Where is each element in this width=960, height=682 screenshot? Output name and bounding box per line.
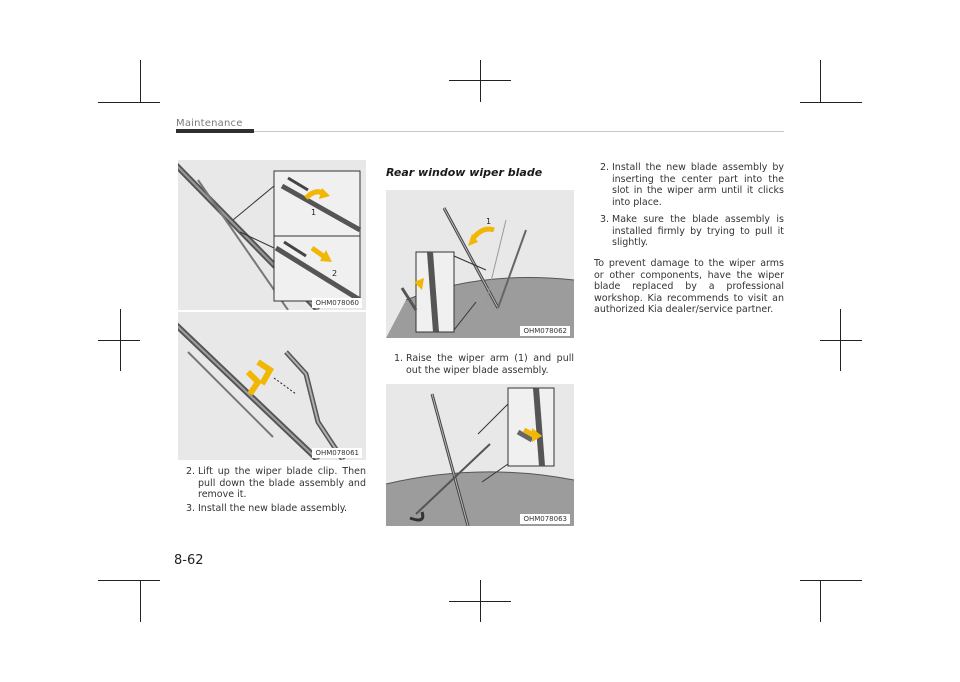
header-rule	[254, 131, 784, 132]
crop-mark-tc-h	[449, 80, 511, 81]
figure-rear-blade-install	[386, 384, 574, 526]
figure-code: OHM078063	[520, 514, 570, 524]
crop-mark-bc-h	[449, 601, 511, 602]
crop-mark-bl-h	[98, 580, 160, 581]
crop-mark-tl-h	[98, 102, 160, 103]
crop-mark-ml-h	[98, 340, 140, 341]
step-number: 3.	[600, 214, 610, 225]
step-text: Lift up the wiper blade clip. Then pull down the blade assembly and remove it.	[198, 466, 366, 501]
step-text: Install the new blade assembly by inserting the center part into the slot in the wiper arm until it clicks into place.	[612, 162, 784, 208]
figure-code: OHM078060	[312, 298, 362, 308]
step-3-right	[600, 214, 784, 249]
figure-rear-wiper-raise	[386, 190, 574, 338]
step-2-left	[186, 466, 366, 501]
step-number: 2.	[186, 466, 196, 477]
step-2-right	[600, 162, 784, 208]
crop-mark-tl-v	[140, 60, 141, 102]
callout-1-label: 1	[486, 217, 492, 226]
crop-mark-tc-v	[480, 60, 481, 102]
section-header: Maintenance	[176, 118, 243, 129]
figure-code: OHM078062	[520, 326, 570, 336]
crop-mark-tr-h	[800, 102, 862, 103]
figure-code: OHM078061	[312, 448, 362, 458]
step-3-left	[186, 503, 366, 515]
callout-2-label: 2	[332, 269, 338, 278]
step-number: 1.	[394, 353, 404, 364]
header-bar	[176, 129, 254, 133]
figure-blade-removal	[178, 312, 366, 460]
note-paragraph: To prevent damage to the wiper arms or other components, have the wiper blade replaced by a professional workshop. Kia recommends to visit an authorized Kia dealer/service partner.	[594, 258, 784, 316]
step-number: 3.	[186, 503, 196, 514]
page-number: 8-62	[174, 553, 204, 568]
step-1-rear	[394, 353, 574, 376]
crop-mark-tr-v	[820, 60, 821, 102]
crop-mark-br-v	[820, 580, 821, 622]
step-text: Make sure the blade assembly is installed firmly by trying to pull it slightly.	[612, 214, 784, 249]
crop-mark-br-h	[800, 580, 862, 581]
crop-mark-mr-h	[820, 340, 862, 341]
figure-wiper-clip	[178, 160, 366, 310]
step-text: Install the new blade assembly.	[198, 503, 348, 514]
section-title: Rear window wiper blade	[386, 166, 543, 179]
step-number: 2.	[600, 162, 610, 173]
crop-mark-bl-v	[140, 580, 141, 622]
step-text: Raise the wiper arm (1) and pull out the wiper blade assembly.	[406, 353, 574, 376]
callout-1-label: 1	[311, 208, 317, 217]
